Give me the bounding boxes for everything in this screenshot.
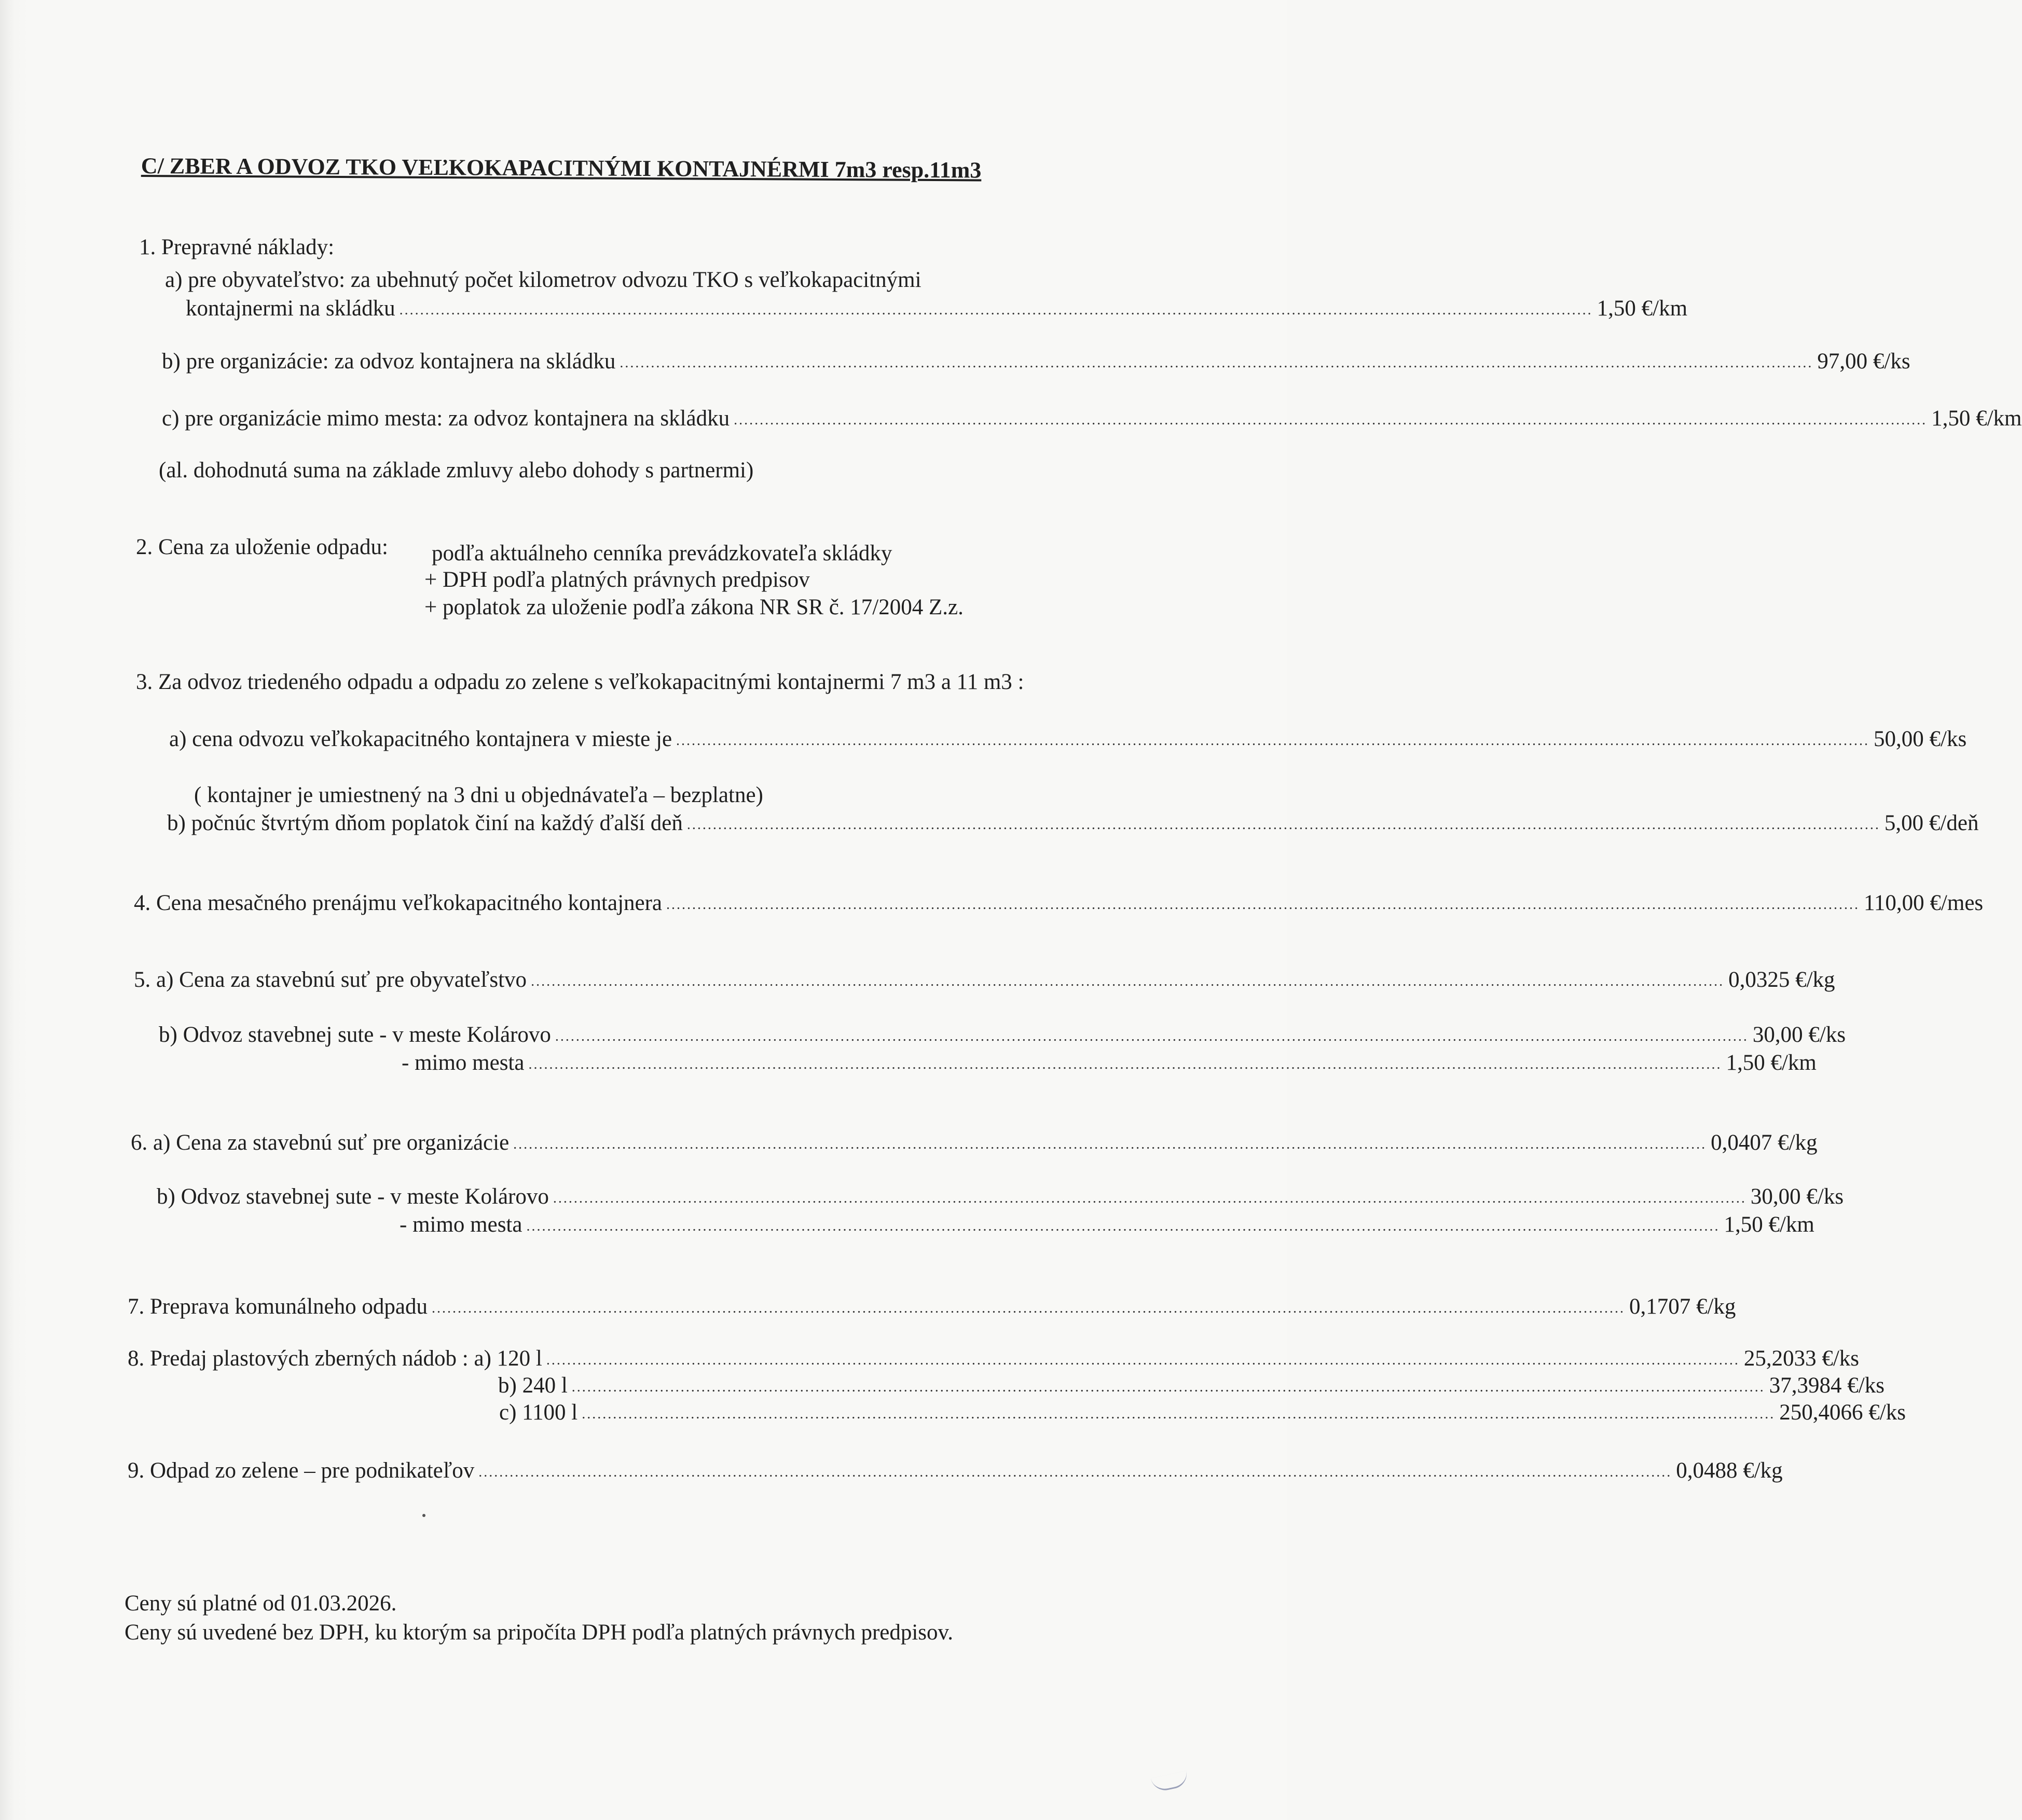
section-5b-label: b) Odvoz stavebnej sute - v meste Kolárovo [159,1023,551,1047]
section-7-price: 0,1707 €/kg [1629,1294,1736,1319]
section-5b-row [159,1022,1846,1047]
section-6a-price: 0,0407 €/kg [1711,1130,1818,1155]
section-4-price: 110,00 €/mes [1864,891,1984,915]
section-8c-label: c) 1100 l [499,1400,578,1425]
section-8a-label: 8. Predaj plastových zberných nádob : a) 120 l [128,1346,542,1371]
dot-leader: ...................................................................................................................................................................................................................................... [399,302,1593,318]
dot-leader: ...................................................................................................................................................................................................................................... [676,733,1870,749]
section-3-note: ( kontajner je umiestnený na 3 dni u objednávateľa – bezplatne) [194,783,763,807]
section-5a-row [134,967,1835,992]
section-1b-price: 97,00 €/ks [1817,349,1910,374]
dot-leader: ...................................................................................................................................................................................................................................... [582,1406,1776,1422]
section-1a-line1: a) pre obyvateľstvo: za ubehnutý počet kilometrov odvozu TKO s veľkokapacitnými [165,268,921,292]
section-5b-price: 30,00 €/ks [1752,1023,1846,1047]
section-8c-row [499,1400,1906,1425]
section-9-label: 9. Odpad zo zelene – pre podnikateľov [128,1458,475,1483]
section-3a-label: a) cena odvozu veľkokapacitného kontajnera v mieste je [169,727,672,751]
section-8b-price: 37,3984 €/ks [1769,1373,1885,1398]
section-1c-price: 1,50 €/km [1931,406,2022,431]
section-1b-label: b) pre organizácie: za odvoz kontajnera na skládku [162,349,616,374]
section-3b-price: 5,00 €/deň [1884,811,1979,835]
section-9-row [128,1458,1783,1483]
dot-leader: ...................................................................................................................................................................................................................................... [526,1218,1720,1234]
section-5a-label: 5. a) Cena za stavebnú suť pre obyvateľstvo [134,968,527,992]
section-3a-row [169,726,1967,752]
validity-note: Ceny sú platné od 01.03.2026. [125,1591,397,1616]
dot-leader: ...................................................................................................................................................................................................................................... [620,355,1813,371]
section-3a-price: 50,00 €/ks [1874,727,1967,751]
section-2-line3: + poplatok za uloženie podľa zákona NR SR č. 17/2004 Z.z. [424,595,964,619]
section-7-label: 7. Preprava komunálneho odpadu [128,1294,428,1319]
section-4-label: 4. Cena mesačného prenájmu veľkokapacitného kontajnera [134,891,663,915]
section-4-row [134,890,1984,916]
section-6c-row [400,1212,1814,1237]
section-1c-label: c) pre organizácie mimo mesta: za odvoz kontajnera na skládku [162,406,730,431]
section-8b-label: b) 240 l [498,1373,568,1398]
section-9-price: 0,0488 €/kg [1676,1458,1783,1483]
dot-leader: ...................................................................................................................................................................................................................................... [553,1190,1746,1206]
section-1a-label: kontajnermi na skládku [186,296,395,321]
dot-leader: ...................................................................................................................................................................................................................................... [666,897,1860,913]
vat-note: Ceny sú uvedené bez DPH, ku ktorým sa pripočíta DPH podľa platných právnych predpisov. [125,1620,953,1645]
section-3b-row [167,810,1979,836]
section-5c-row [402,1050,1817,1076]
section-5c-price: 1,50 €/km [1726,1051,1817,1075]
dot-leader: ...................................................................................................................................................................................................................................... [478,1464,1672,1480]
section-6b-row [157,1184,1844,1209]
section-6b-price: 30,00 €/ks [1750,1184,1844,1209]
section-2-label: 2. Cena za uloženie odpadu: [136,535,388,559]
dot-leader: ...................................................................................................................................................................................................................................... [546,1352,1740,1368]
section-3b-label: b) počnúc štvrtým dňom poplatok činí na každý ďalší deň [167,811,683,835]
pen-mark [1151,1771,1190,1793]
section-8c-price: 250,4066 €/ks [1779,1400,1906,1425]
dot-leader: ...................................................................................................................................................................................................................................... [686,817,1880,833]
section-1a-price: 1,50 €/km [1597,296,1688,321]
section-2-line2: + DPH podľa platných právnych predpisov [424,568,810,592]
section-6c-label: - mimo mesta [400,1212,522,1237]
section-6a-label: 6. a) Cena za stavebnú suť pre organizácie [131,1130,510,1155]
section-6b-label: b) Odvoz stavebnej sute - v meste Kolárovo [157,1184,549,1209]
dot-leader: ...................................................................................................................................................................................................................................... [431,1300,1625,1316]
section-8b-row [498,1373,1885,1398]
section-7-row [128,1294,1736,1319]
section-3-heading: 3. Za odvoz triedeného odpadu a odpadu zo zelene s veľkokapacitnými kontajnermi 7 m3 a 11 m3 : [136,670,1024,694]
page-title: C/ ZBER A ODVOZ TKO VEĽKOKAPACITNÝMI KONTAJNÉRMI 7m3 resp.11m3 [141,153,982,183]
section-1-note: (al. dohodnutá suma na základe zmluvy alebo dohody s partnermi) [159,458,754,482]
section-8a-price: 25,2033 €/ks [1743,1346,1860,1371]
dot-leader: ...................................................................................................................................................................................................................................... [513,1136,1707,1152]
section-6c-price: 1,50 €/km [1724,1212,1814,1237]
section-1b-row [162,349,1910,374]
dot-leader: ...................................................................................................................................................................................................................................... [571,1379,1765,1395]
section-5a-price: 0,0325 €/kg [1728,968,1835,992]
section-8a-row [128,1346,1860,1371]
section-1c-row [162,406,2022,431]
section-1-heading: 1. Prepravné náklady: [139,235,335,259]
dot-leader: ...................................................................................................................................................................................................................................... [531,973,1725,989]
section-6a-row [131,1130,1818,1155]
dot-leader: ...................................................................................................................................................................................................................................... [555,1028,1749,1044]
dot-leader: ...................................................................................................................................................................................................................................... [734,412,1928,428]
section-1a-row [186,296,1688,321]
section-2-line1: podľa aktuálneho cenníka prevádzkovateľa skládky [432,541,892,566]
scan-speck [422,1514,425,1517]
section-5c-label: - mimo mesta [402,1051,525,1075]
dot-leader: ...................................................................................................................................................................................................................................... [528,1056,1722,1072]
